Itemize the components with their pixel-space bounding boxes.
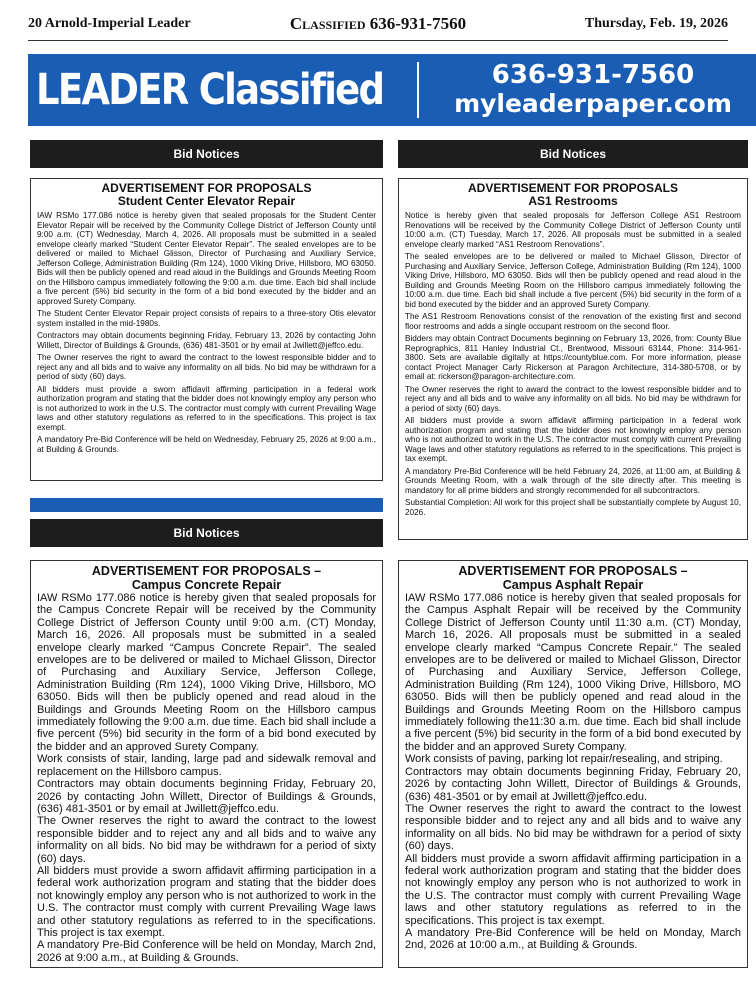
ad-paragraph: The Owner reserves the right to award the contract to the lowest responsible bidder and to reject any and all bids and to waive any informality on all bids. No bid may be withdrawn for a period of sixty (60) days. — [405, 384, 741, 413]
ad-paragraph: A mandatory Pre-Bid Conference will be held February 24, 2026, at 11:00 am, at Building & Grounds Meeting Room, with a walk through of the site directly after. This meeting is mandatory for all prime bidders and strongly recommended for all subcontractors. — [405, 466, 741, 495]
section-bar-bid-notices: Bid Notices — [30, 519, 383, 547]
section-title: Classified 636-931-7560 — [289, 14, 467, 33]
ad-paragraph: IAW RSMo 177.086 notice is hereby given that sealed proposals for the Student Center Elevator Repair will be received by the Community College District of Jefferson County until 9:00 a.m. (CT) Wednesday, March 4, 2026. All proposals must be submitted in a sealed envelope clearly marked “Student Center Elevator Repair”. The sealed envelopes are to be delivered or mailed to Michael Glisson, Director of Purchasing and Auxiliary Service, Jefferson College, Administration Building (Rm 124), 1000 Viking Drive, Hillsboro, MO 63050. Bids will then be publicly opened and read aloud in the Buildings and Grounds Meeting Room on the Hillsboro campus immediately following the 9:00 a.m. due time. Each bid shall include a five percent (5%) bid security in the form of a bid bond executed by the bidder and an approved Surety Company. — [37, 211, 376, 306]
ad-paragraph: All bidders must provide a sworn affidavit affirming participation in a federal work authorization program and stating that the bidder does not knowingly employ any person who is not authorized to work in the U.S. The contractor must comply with current Prevailing Wage laws and other statutory regulations as referred to in the specifications. This project is tax exempt. — [37, 384, 376, 432]
ad-paragraph: Work consists of paving, parking lot repair/resealing, and striping. — [405, 753, 723, 766]
ad-subtitle: AS1 Restrooms — [528, 194, 618, 208]
ad-paragraph: Contractors may obtain documents beginning Friday, February 13, 2026 by contacting John Willett, Director of Buildings & Grounds, (636) 481-3501 or by email at Jwillett@jeffco.edu. — [37, 331, 376, 350]
ad-subtitle: Campus Concrete Repair — [131, 578, 282, 592]
ad-paragraph: A mandatory Pre-Bid Conference will be held on Monday, March 2nd, 2026 at 10:00 a.m., at Building & Grounds. — [405, 926, 741, 952]
ad-paragraph: IAW RSMo 177.086 notice is hereby given that sealed proposals for the Campus Asphalt Repair will be received by the Community College District of Jefferson County until 11:30 a.m. (CT) Monday, March 16, 2026. All proposals must be submitted in a sealed envelope clearly marked “Campus Concrete Repair.” The sealed envelopes are to be delivered or mailed to Michael Glisson, Director of Purchasing and Auxiliary Service, Jefferson College, Administration Building (Rm 124), 1000 Viking Drive, Hillsboro, MO 63050. Bids will then be publicly opened and read aloud in the Buildings and Grounds Meeting Room on the Hillsboro campus immediately following the11:30 a.m. due time. Each bid shall include a five percent (5%) bid security in the form of a bid bond executed by the bidder and an approved Surety Company. — [405, 592, 741, 753]
ad-paragraph: A mandatory Pre-Bid Conference will be held on Wednesday, February 25, 2026 at 9:00 a.m., at Building & Grounds. — [37, 435, 376, 454]
ad-paragraph: A mandatory Pre-Bid Conference will be held on Monday, March 2nd, 2026 at 9:00 a.m., at Building & Grounds. — [37, 939, 376, 964]
ad-campus-asphalt-repair — [398, 560, 748, 968]
ad-paragraph: Contractors may obtain documents beginning Friday, February 20, 2026 by contacting John Willett, Director of Buildings & Grounds, (636) 481-3501 or by email at Jwillett@jeffco.edu. — [37, 778, 376, 815]
ad-subtitle: Campus Asphalt Repair — [502, 578, 644, 592]
ad-paragraph: All bidders must provide a sworn affidavit affirming participation in a federal work authorization program and stating that the bidder does not knowingly employ any person who is not authorized to work in the U.S. The contractor must comply with current Prevailing Wage laws and other statutory regulations as referred to in the specifications. This project is tax exempt. — [37, 864, 376, 939]
ad-title: ADVERTISEMENT FOR PROPOSALS – — [91, 564, 322, 578]
ad-paragraph: Work consists of stair, landing, large pad and sidewalk removal and replacement on the Hillsboro campus. — [37, 753, 376, 778]
ad-subtitle: Student Center Elevator Repair — [117, 194, 296, 208]
ad-title: ADVERTISEMENT FOR PROPOSALS – — [458, 564, 688, 578]
section-bar-bid-notices: Bid Notices — [398, 140, 748, 168]
ad-paragraph: The Owner reserves the right to award the contract to the lowest responsible bidder and to reject any and all bids and to waive any informality on all bids. No bid may be withdrawn for a period of sixty (60) days. — [37, 815, 376, 865]
banner-divider — [417, 62, 419, 118]
header-rule — [28, 40, 728, 41]
ad-campus-concrete-repair — [30, 560, 383, 968]
brand-logo: LEADER Classified — [36, 65, 384, 115]
ad-title: ADVERTISEMENT FOR PROPOSALS — [101, 181, 312, 195]
ad-paragraph: IAW RSMo 177.086 notice is hereby given that sealed proposals for the Campus Concrete Repair will be received by the Community College District of Jefferson County until 9:00 a.m. (CT) Monday, March 16, 2026. All proposals must be submitted in a sealed envelope clearly marked “Campus Concrete Repair”. The sealed envelopes are to be delivered or mailed to Michael Glisson, Director of Purchasing and Auxiliary Service, Jefferson College, Administration Building (Rm 124), 1000 Viking Drive, Hillsboro, MO 63050. Bids will then be publicly opened and read aloud in the Buildings and Grounds Meeting Room on the Hillsboro campus immediately following the 9:00 a.m. due time. Each bid shall include a five percent (5%) bid security in the form of a bid bond executed by the bidder and an approved Surety Company. — [37, 592, 376, 753]
ad-paragraph: The Owner reserves the right to award the contract to the lowest responsible bidder and to reject any and all bids and to waive any informality on all bids. No bid may be withdrawn for a period of sixty (60) days. — [405, 802, 741, 853]
ad-paragraph: The Student Center Elevator Repair project consists of repairs to a three-story Otis elevator system installed in the mid-1980s. — [37, 309, 376, 328]
page-info: 20 Arnold-Imperial Leader — [28, 16, 191, 31]
ad-title: ADVERTISEMENT FOR PROPOSALS — [467, 181, 679, 195]
section-bar-bid-notices: Bid Notices — [30, 140, 383, 168]
ad-paragraph: The Owner reserves the right to award the contract to the lowest responsible bidder and to reject any and all bids and to waive any informality on all bids. No bid may be withdrawn for a period of sixty (60) days. — [37, 353, 376, 381]
ad-paragraph: The sealed envelopes are to be delivered or mailed to Michael Glisson, Director of Purchasing and Auxiliary Service, Jefferson College, Administration Building (Rm 124), 1000 Viking Drive, Hillsboro, MO 63050. Bids will then be publicly opened and read aloud in the Building and Grounds Meeting Room on the Hillsboro campus immediately following the 10:00 a.m. due time. Each bid shall include a five percent (5%) bid security in the form of a bid bond executed by the bidder and an approved Surety Company. — [405, 252, 741, 309]
banner-website: myleaderpaper.com — [454, 89, 732, 118]
ad-as1-restrooms — [398, 178, 748, 540]
issue-date: Thursday, Feb. 19, 2026 — [584, 16, 728, 31]
ad-paragraph: Bidders may obtain Contract Documents beginning on February 13, 2026, from: County Blue Reprographics, 811 Hanley Industrial Ct., Brentwood, Missouri 63144, Phone: 314-961-3800. Sets are available digitally at https://countyblue.com. For more information, please contact Project Manager Carly Rickerson at Paragon Architecture, 314-380-5708, or by email at: rickerson@paragon-architecture.com. — [405, 334, 741, 381]
ad-paragraph: All bidders must provide a sworn affidavit affirming participation in a federal work authorization program and stating that the bidder does not knowingly employ any person who is not authorized to work in the U.S. The contractor must comply with current Prevailing Wage laws and other statutory regulations as referred to in the specifications. This project is tax exempt. — [405, 416, 741, 463]
color-strip — [30, 498, 383, 512]
classified-banner — [28, 54, 756, 126]
ad-paragraph: Contractors may obtain documents beginning Friday, February 20, 2026 by contacting John Willett, Director of Buildings & Grounds, (636) 481-3501 or by email at Jwillett@jeffco.edu. — [405, 765, 741, 803]
ad-paragraph: Notice is hereby given that sealed proposals for Jefferson College AS1 Restroom Renovations will be received by the Community College District of Jefferson County until 10:00 a.m. (CT) Tuesday, March 17, 2026. All proposals must be submitted in a sealed envelope clearly marked “AS1 Restroom Renovations”. — [405, 211, 741, 249]
banner-phone: 636-931-7560 — [491, 60, 695, 90]
ad-paragraph: Substantial Completion: All work for this project shall be substantially complete by August 10, 2026. — [405, 498, 741, 517]
page-header — [28, 14, 728, 36]
ad-elevator-repair — [30, 178, 383, 481]
ad-paragraph: All bidders must provide a sworn affidavit affirming participation in a federal work authorization program and stating that the bidder does not knowingly employ any person who is not authorized to work in the U.S. The contractor must comply with current Prevailing Wage laws and other statutory regulations as referred to in the specifications. This project is tax exempt. — [405, 852, 741, 927]
ad-paragraph: The AS1 Restroom Renovations consist of the renovation of the existing first and second floor restrooms and adds a single occupant restroom on the second floor. — [405, 312, 741, 331]
